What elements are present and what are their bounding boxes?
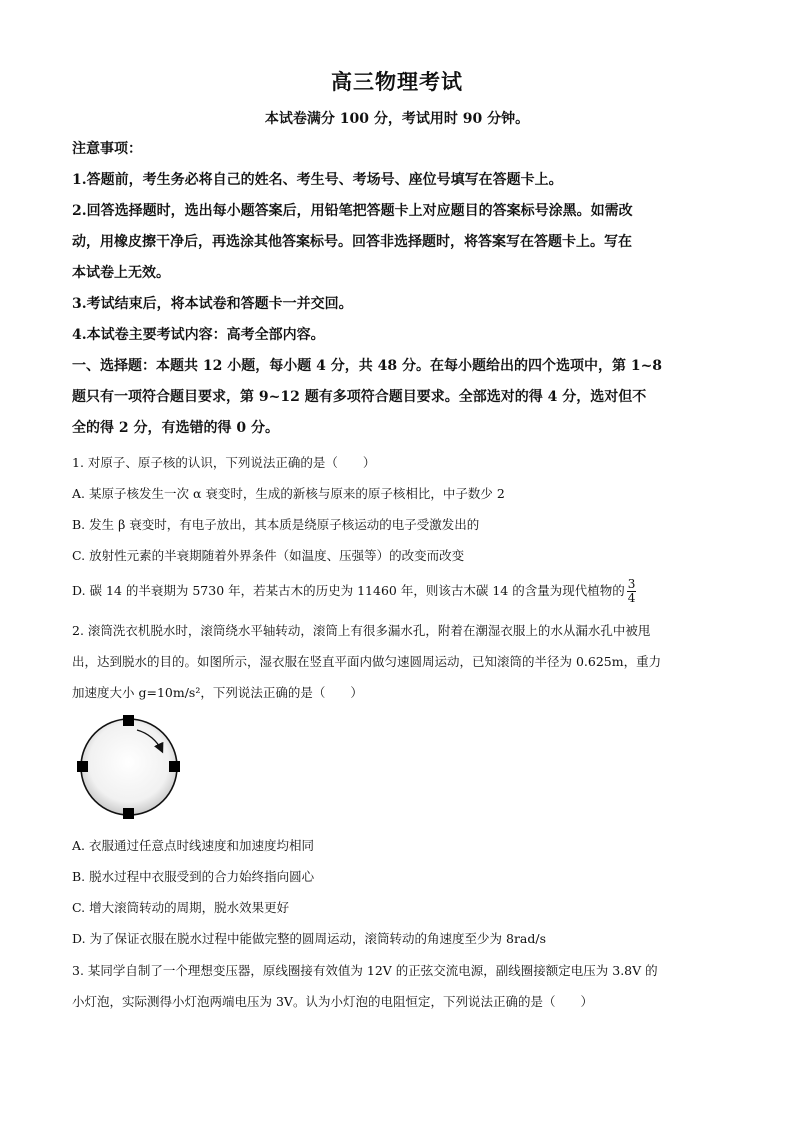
question-3 <box>72 955 722 1017</box>
q2-option-d: D. 为了保证衣服在脱水过程中能做完整的圆周运动，滚筒转动的角速度至少为 8rad/s <box>72 931 547 946</box>
notes-item: 3.考试结束后，将本试卷和答题卡一并交回。 <box>72 296 353 312</box>
notes-item: 2.回答选择题时，选出每小题答案后，用铅笔把答题卡上对应题目的答案标号涂黑。如需改 <box>72 203 633 219</box>
question-2-options <box>72 830 722 954</box>
section-line: 题只有一项符合题目要求，第 9~12 题有多项符合题目要求。全部选对的得 4 分，选对但不 <box>72 389 647 405</box>
fraction <box>627 578 637 605</box>
q3-stem-line: 小灯泡，实际测得小灯泡两端电压为 3V。认为小灯泡的电阻恒定，下列说法正确的是（ ） <box>72 994 593 1009</box>
page-title: 高三物理考试 <box>331 69 463 94</box>
q1-option-d-row <box>72 571 722 611</box>
q3-stem-line: 3. 某同学自制了一个理想变压器，原线圈接有效值为 12V 的正弦交流电源，副线圈接额定电压为 3.8V 的 <box>72 963 658 978</box>
notes-item: 4.本试卷主要考试内容：高考全部内容。 <box>72 327 325 343</box>
q1-stem: 1. 对原子、原子核的认识，下列说法正确的是（ ） <box>72 455 376 470</box>
q1-option-b: B. 发生 β 衰变时，有电子放出，其本质是绕原子核运动的电子受激发出的 <box>72 517 480 532</box>
q2-option-a: A. 衣服通过任意点时线速度和加速度均相同 <box>72 838 314 853</box>
page-subtitle: 本试卷满分 100 分，考试用时 90 分钟。 <box>264 111 530 127</box>
notes-item: 本试卷上无效。 <box>72 265 170 281</box>
q2-stem-line: 2. 滚筒洗衣机脱水时，滚筒绕水平轴转动，滚筒上有很多漏水孔，附着在潮湿衣服上的水从漏水孔中被甩 <box>72 623 651 638</box>
question-1 <box>72 447 722 611</box>
notes-block <box>72 134 722 351</box>
washing-drum-diagram <box>74 713 186 821</box>
q2-option-c: C. 增大滚筒转动的周期，脱水效果更好 <box>72 900 290 915</box>
clothes-block-top <box>123 715 134 726</box>
section-instructions <box>72 351 722 444</box>
notes-item: 动，用橡皮擦干净后，再选涂其他答案标号。回答非选择题时，将答案写在答题卡上。写在 <box>72 234 632 250</box>
fraction-numerator: 3 <box>627 577 636 591</box>
q1-option-d: D. 碳 14 的半衰期为 5730 年，若某古木的历史为 11460 年，则该古木碳 14 的含量为现代植物的 <box>72 583 625 598</box>
section-line: 一、选择题：本题共 12 小题，每小题 4 分，共 48 分。在每小题给出的四个选项中，第 1~8 <box>72 358 663 374</box>
clothes-block-right <box>169 761 180 772</box>
section-line: 全的得 2 分，有选错的得 0 分。 <box>72 420 279 436</box>
q2-stem-line: 出，达到脱水的目的。如图所示，湿衣服在竖直平面内做匀速圆周运动，已知滚筒的半径为 0.625m，重力 <box>72 654 662 669</box>
notes-heading: 注意事项： <box>72 141 142 157</box>
fraction-denominator: 4 <box>627 591 636 605</box>
clothes-block-left <box>77 761 88 772</box>
q2-option-b: B. 脱水过程中衣服受到的合力始终指向圆心 <box>72 869 315 884</box>
q1-option-c: C. 放射性元素的半衰期随着外界条件（如温度、压强等）的改变而改变 <box>72 548 465 563</box>
notes-item: 1.答题前，考生务必将自己的姓名、考生号、考场号、座位号填写在答题卡上。 <box>72 172 563 188</box>
drum-circle <box>81 719 177 815</box>
q2-stem-line: 加速度大小 g=10m/s²，下列说法正确的是（ ） <box>72 685 363 700</box>
clothes-block-bottom <box>123 808 134 819</box>
question-2 <box>72 615 722 708</box>
q1-option-a: A. 某原子核发生一次 α 衰变时，生成的新核与原来的原子核相比，中子数少 2 <box>72 486 505 501</box>
